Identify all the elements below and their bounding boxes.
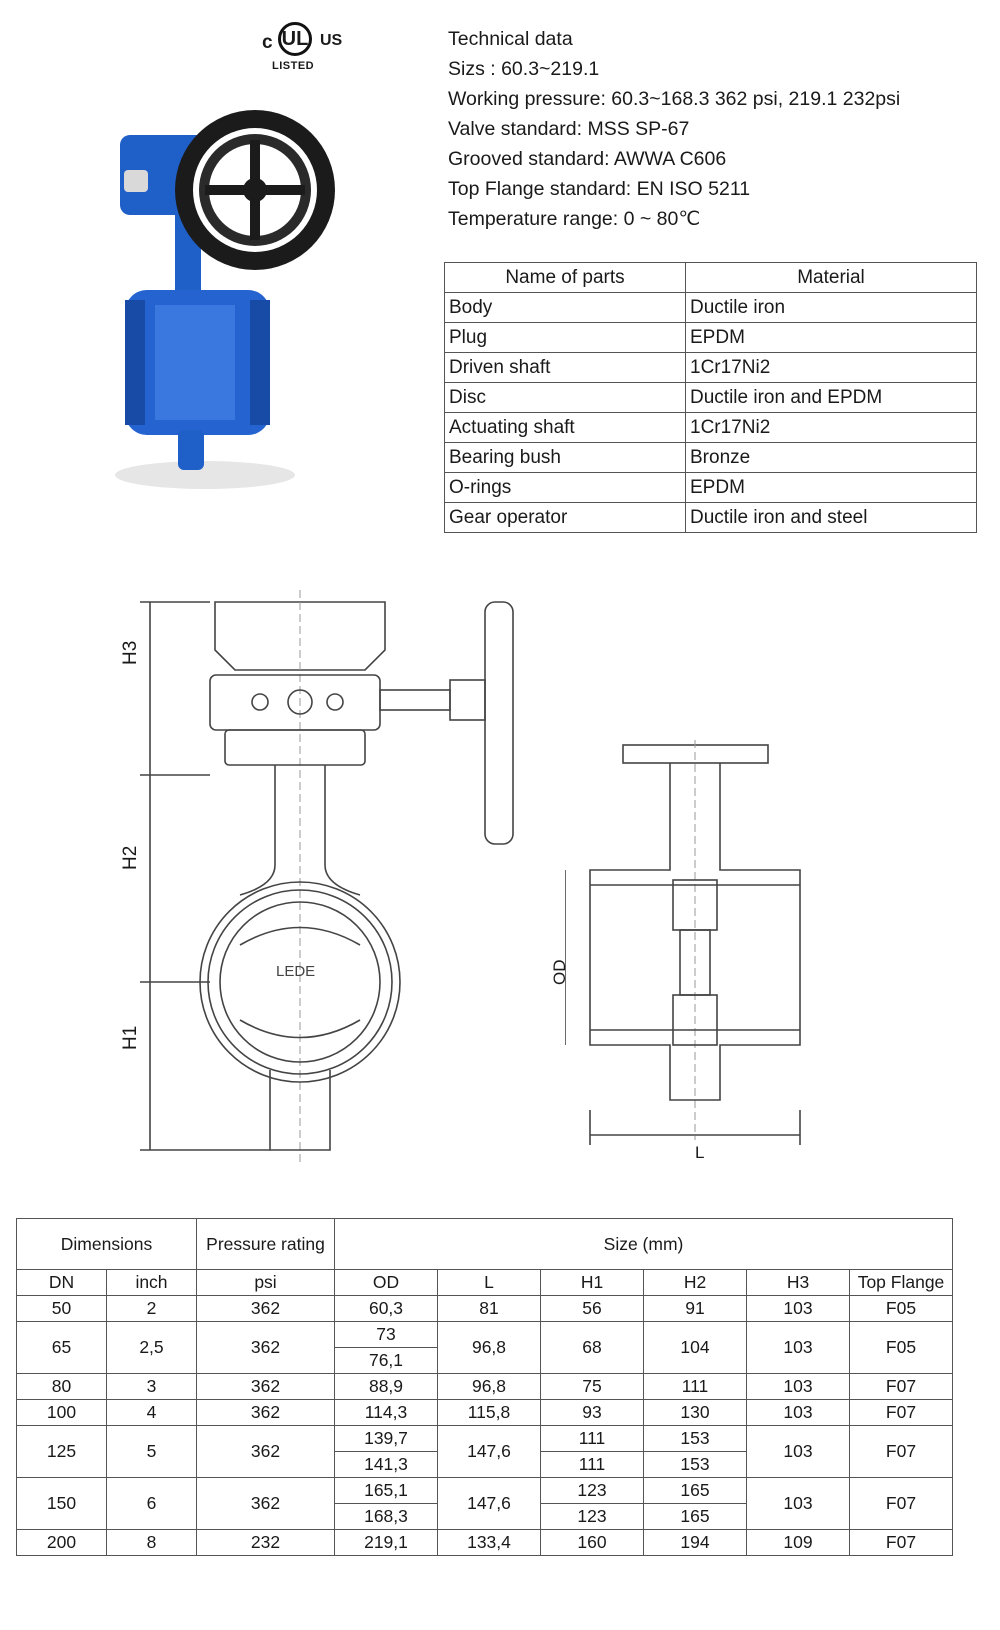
header-material: Material [686, 263, 977, 293]
cell-inch: 3 [107, 1374, 197, 1400]
table-row [17, 1426, 953, 1452]
cell-od: 114,3 [335, 1400, 438, 1426]
cell-h1: 123 [541, 1504, 644, 1530]
table-row [17, 1296, 953, 1322]
cell-od: 73 [335, 1322, 438, 1348]
cell-inch: 5 [107, 1426, 197, 1478]
dim-label-od: OD [550, 959, 569, 985]
ul-circle: UL [278, 22, 312, 56]
cell-psi: 362 [197, 1374, 335, 1400]
cell-h3: 103 [747, 1400, 850, 1426]
cell-h1: 160 [541, 1530, 644, 1556]
cell-h3: 103 [747, 1478, 850, 1530]
table-row [445, 473, 977, 503]
dimensions-table [16, 1218, 953, 1556]
cell-h2: 194 [644, 1530, 747, 1556]
cell-l: 147,6 [438, 1478, 541, 1530]
cell-h1: 93 [541, 1400, 644, 1426]
part-name: Plug [445, 323, 686, 353]
cell-inch: 8 [107, 1530, 197, 1556]
cell-h2: 153 [644, 1426, 747, 1452]
cell-h1: 75 [541, 1374, 644, 1400]
dim-label-l: L [695, 1143, 705, 1162]
cell-psi: 362 [197, 1322, 335, 1374]
dim-label-h1: H1 [120, 1025, 141, 1050]
table-row [445, 293, 977, 323]
cell-h2: 165 [644, 1504, 747, 1530]
part-material: 1Cr17Ni2 [686, 413, 977, 443]
cell-dn: 125 [17, 1426, 107, 1478]
cell-h3: 103 [747, 1322, 850, 1374]
cell-h2: 153 [644, 1452, 747, 1478]
col-dn: DN [17, 1270, 107, 1296]
spec-working-pressure: Working pressure: 60.3~168.3 362 psi, 219.1 232psi [448, 88, 901, 110]
cell-psi: 362 [197, 1478, 335, 1530]
cell-od: 165,1 [335, 1478, 438, 1504]
table-row [17, 1322, 953, 1348]
front-view-drawing [110, 590, 550, 1170]
table-row [445, 413, 977, 443]
cell-psi: 362 [197, 1296, 335, 1322]
ul-c-letter: c [262, 32, 273, 53]
group-header-pressure-rating: Pressure rating [197, 1219, 335, 1270]
cell-top-flange: F07 [850, 1478, 953, 1530]
col-od: OD [335, 1270, 438, 1296]
cell-psi: 232 [197, 1530, 335, 1556]
group-header-dimensions: Dimensions [17, 1219, 197, 1270]
dim-label-h2: H2 [120, 845, 141, 870]
cell-dn: 100 [17, 1400, 107, 1426]
cell-od: 60,3 [335, 1296, 438, 1322]
col-h3: H3 [747, 1270, 850, 1296]
spec-sizes: Sizs : 60.3~219.1 [448, 58, 600, 80]
cell-h3: 109 [747, 1530, 850, 1556]
table-row [445, 503, 977, 533]
cell-od: 139,7 [335, 1426, 438, 1452]
cell-inch: 2 [107, 1296, 197, 1322]
table-row [445, 353, 977, 383]
cell-top-flange: F07 [850, 1426, 953, 1478]
cell-top-flange: F07 [850, 1530, 953, 1556]
cell-psi: 362 [197, 1426, 335, 1478]
cell-top-flange: F07 [850, 1400, 953, 1426]
spec-temperature-range: Temperature range: 0 ~ 80℃ [448, 208, 701, 230]
cell-od: 76,1 [335, 1348, 438, 1374]
col-top-flange: Top Flange [850, 1270, 953, 1296]
part-material: Ductile iron and steel [686, 503, 977, 533]
materials-table [444, 262, 977, 533]
cell-l: 96,8 [438, 1374, 541, 1400]
table-row [17, 1530, 953, 1556]
part-name: Actuating shaft [445, 413, 686, 443]
cell-h2: 104 [644, 1322, 747, 1374]
part-name: Driven shaft [445, 353, 686, 383]
cell-psi: 362 [197, 1400, 335, 1426]
group-header-size-mm: Size (mm) [335, 1219, 953, 1270]
column-header-row [17, 1270, 953, 1296]
table-row [445, 323, 977, 353]
cell-dn: 200 [17, 1530, 107, 1556]
header-name-of-parts: Name of parts [445, 263, 686, 293]
cell-h2: 130 [644, 1400, 747, 1426]
section-view-drawing [565, 740, 845, 1200]
cell-h2: 165 [644, 1478, 747, 1504]
cell-inch: 6 [107, 1478, 197, 1530]
part-material: Bronze [686, 443, 977, 473]
cell-top-flange: F07 [850, 1374, 953, 1400]
ul-listed-logo [262, 20, 352, 80]
cell-dn: 80 [17, 1374, 107, 1400]
table-row [17, 1478, 953, 1504]
cell-dn: 150 [17, 1478, 107, 1530]
valve-product-image [110, 100, 370, 500]
col-h2: H2 [644, 1270, 747, 1296]
spec-grooved-standard: Grooved standard: AWWA C606 [448, 148, 727, 170]
cell-inch: 2,5 [107, 1322, 197, 1374]
part-name: O-rings [445, 473, 686, 503]
brand-label-body: LEDE [276, 963, 316, 980]
cell-h3: 103 [747, 1374, 850, 1400]
table-row [445, 383, 977, 413]
cell-l: 96,8 [438, 1322, 541, 1374]
table-row [17, 1400, 953, 1426]
materials-header-row [445, 263, 977, 293]
table-row [445, 443, 977, 473]
cell-od: 141,3 [335, 1452, 438, 1478]
cell-od: 88,9 [335, 1374, 438, 1400]
spec-valve-standard: Valve standard: MSS SP-67 [448, 118, 690, 140]
ul-listed-text: LISTED [272, 60, 315, 72]
dim-label-h3: H3 [120, 640, 141, 665]
cell-l: 147,6 [438, 1426, 541, 1478]
part-name: Body [445, 293, 686, 323]
cell-h1: 68 [541, 1322, 644, 1374]
part-material: 1Cr17Ni2 [686, 353, 977, 383]
cell-h1: 111 [541, 1426, 644, 1452]
part-material: EPDM [686, 323, 977, 353]
cell-inch: 4 [107, 1400, 197, 1426]
cell-l: 115,8 [438, 1400, 541, 1426]
col-psi: psi [197, 1270, 335, 1296]
cell-od: 168,3 [335, 1504, 438, 1530]
cell-h3: 103 [747, 1296, 850, 1322]
cell-h1: 111 [541, 1452, 644, 1478]
cell-dn: 50 [17, 1296, 107, 1322]
technical-data [448, 24, 988, 234]
part-material: Ductile iron and EPDM [686, 383, 977, 413]
cell-h2: 111 [644, 1374, 747, 1400]
cell-h2: 91 [644, 1296, 747, 1322]
part-name: Bearing bush [445, 443, 686, 473]
cell-top-flange: F05 [850, 1322, 953, 1374]
cell-h3: 103 [747, 1426, 850, 1478]
cell-dn: 65 [17, 1322, 107, 1374]
cell-od: 219,1 [335, 1530, 438, 1556]
cell-h1: 123 [541, 1478, 644, 1504]
cell-h1: 56 [541, 1296, 644, 1322]
cell-top-flange: F05 [850, 1296, 953, 1322]
part-name: Gear operator [445, 503, 686, 533]
col-inch: inch [107, 1270, 197, 1296]
cell-l: 133,4 [438, 1530, 541, 1556]
col-l: L [438, 1270, 541, 1296]
part-name: Disc [445, 383, 686, 413]
ul-us-letters: US [320, 32, 343, 49]
part-material: Ductile iron [686, 293, 977, 323]
technical-data-title: Technical data [448, 28, 573, 50]
part-material: EPDM [686, 473, 977, 503]
cell-l: 81 [438, 1296, 541, 1322]
col-h1: H1 [541, 1270, 644, 1296]
spec-top-flange-standard: Top Flange standard: EN ISO 5211 [448, 178, 751, 200]
table-row [17, 1374, 953, 1400]
